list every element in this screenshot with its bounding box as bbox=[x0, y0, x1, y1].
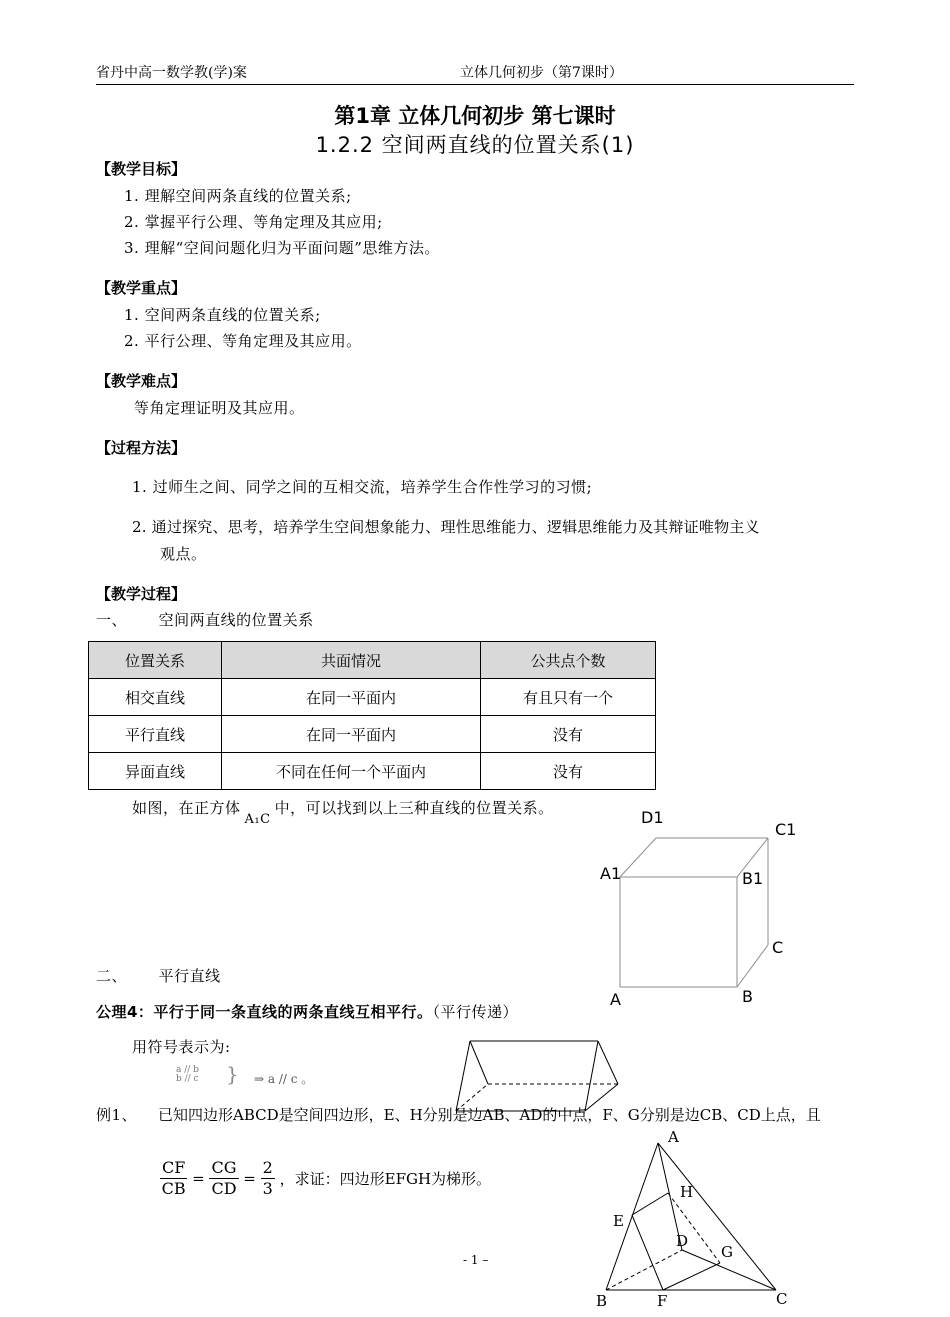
cube-front-face bbox=[620, 877, 737, 987]
cube-note-before: 如图，在正方体 bbox=[132, 799, 241, 817]
methods-heading: 【过程方法】 bbox=[96, 439, 187, 457]
edge-ac bbox=[658, 1143, 776, 1290]
objective-item: 1. 理解空间两条直线的位置关系; bbox=[124, 187, 352, 205]
keypoint-item: 2. 平行公理、等角定理及其应用。 bbox=[124, 332, 362, 350]
label-b1: B1 bbox=[742, 869, 764, 888]
fraction: $\frac{2}{3}$ bbox=[262, 1158, 273, 1198]
label-b: B bbox=[596, 1292, 608, 1310]
cube-symbol: A₁C bbox=[244, 812, 271, 827]
brace-icon: } bbox=[226, 1062, 239, 1086]
table-header-cell: 共面情况 bbox=[222, 642, 481, 679]
label-b: B bbox=[742, 987, 753, 1006]
page-title: 第1章 立体几何初步 第七课时 bbox=[334, 104, 616, 128]
method-item-cont: 观点。 bbox=[160, 545, 207, 563]
objective-item: 2. 掌握平行公理、等角定理及其应用; bbox=[124, 213, 383, 231]
prism-edge bbox=[598, 1041, 618, 1084]
edge-ef bbox=[632, 1215, 663, 1290]
cube-edge bbox=[737, 945, 768, 987]
cube-figure bbox=[590, 800, 820, 1015]
process-heading: 【教学过程】 bbox=[96, 585, 187, 603]
table-header-cell: 公共点个数 bbox=[481, 642, 656, 679]
label-d1: D1 bbox=[641, 808, 664, 827]
part1-heading: 一、 空间两直线的位置关系 bbox=[96, 611, 314, 629]
tetrahedron-figure bbox=[590, 1125, 805, 1315]
label-g: G bbox=[721, 1243, 733, 1261]
part2-heading: 二、 平行直线 bbox=[96, 967, 221, 985]
objectives-heading: 【教学目标】 bbox=[96, 160, 187, 178]
label-e: E bbox=[613, 1212, 624, 1230]
premise-line: b // c bbox=[176, 1074, 199, 1084]
label-d: D bbox=[676, 1232, 689, 1250]
example1-lead: 例1、 bbox=[96, 1106, 138, 1124]
table-cell: 不同在任何一个平面内 bbox=[222, 753, 481, 790]
example1-condition: $\frac{CF}{CB}$ = $\frac{CG}{CD}$ = $\frac{2}{3}$ ，求证：四边形EFGH为梯形。 bbox=[161, 1158, 492, 1198]
prism-edge bbox=[585, 1041, 598, 1111]
page-number: - 1 – bbox=[463, 1253, 489, 1267]
label-h: H bbox=[680, 1183, 694, 1201]
symbol-premises bbox=[176, 1066, 199, 1084]
symbol-label: 用符号表示为: bbox=[132, 1038, 231, 1056]
header-left: 省丹中高一数学教(学)案 bbox=[96, 65, 247, 81]
table-cell: 没有 bbox=[481, 716, 656, 753]
table-header-cell: 位置关系 bbox=[89, 642, 222, 679]
label-a1: A1 bbox=[600, 864, 622, 883]
axiom4-main: 公理4：平行于同一条直线的两条直线互相平行。 bbox=[96, 1003, 433, 1021]
fraction: $\frac{CG}{CD}$ bbox=[211, 1158, 237, 1198]
edge-fg bbox=[663, 1263, 720, 1290]
table-cell: 在同一平面内 bbox=[222, 716, 481, 753]
prism-edge bbox=[470, 1041, 488, 1084]
table-cell: 没有 bbox=[481, 753, 656, 790]
edge-hg bbox=[668, 1193, 720, 1263]
keypoint-item: 1. 空间两条直线的位置关系; bbox=[124, 306, 321, 324]
table-cell: 在同一平面内 bbox=[222, 679, 481, 716]
axiom4-note: （平行传递） bbox=[432, 1003, 518, 1021]
cube-note-after: 中，可以找到以上三种直线的位置关系。 bbox=[274, 799, 554, 817]
label-a: A bbox=[668, 1128, 679, 1146]
symbol-result: ⇒ a // c 。 bbox=[254, 1072, 314, 1086]
axiom4 bbox=[96, 1001, 518, 1022]
difficulties-text: 等角定理证明及其应用。 bbox=[134, 399, 305, 417]
cube-note bbox=[132, 797, 554, 827]
label-f: F bbox=[657, 1292, 668, 1310]
table-cell: 有且只有一个 bbox=[481, 679, 656, 716]
method-item: 1. 过师生之间、同学之间的互相交流，培养学生合作性学习的习惯; bbox=[132, 478, 593, 496]
fraction: $\frac{CF}{CB}$ bbox=[161, 1158, 186, 1198]
edge-bd bbox=[606, 1250, 682, 1290]
table-cell: 异面直线 bbox=[89, 753, 222, 790]
premise-line: a // b bbox=[176, 1065, 199, 1075]
table-cell: 相交直线 bbox=[89, 679, 222, 716]
label-c: C bbox=[772, 938, 784, 957]
difficulties-heading: 【教学难点】 bbox=[96, 372, 187, 390]
cube-edge bbox=[620, 838, 656, 877]
header-center: 立体几何初步（第7课时） bbox=[460, 65, 623, 81]
example1-tail: ，求证：四边形EFGH为梯形。 bbox=[279, 1170, 492, 1188]
label-a: A bbox=[610, 990, 621, 1009]
label-c: C bbox=[776, 1290, 788, 1308]
header-rule bbox=[96, 84, 854, 85]
label-c1: C1 bbox=[775, 820, 797, 839]
edge-eh bbox=[632, 1193, 668, 1215]
method-item: 2. 通过探究、思考，培养学生空间想象能力、理性思维能力、逻辑思维能力及其辩证唯物主义 bbox=[132, 518, 760, 536]
keypoints-heading: 【教学重点】 bbox=[96, 279, 187, 297]
page-subtitle: 1.2.2 空间两直线的位置关系(1) bbox=[315, 133, 635, 157]
example1-text: 已知四边形ABCD是空间四边形，E、H分别是边AB、AD的中点，F、G分别是边CB、CD上点，且 bbox=[158, 1106, 821, 1124]
relation-table bbox=[88, 641, 656, 790]
table-cell: 平行直线 bbox=[89, 716, 222, 753]
objective-item: 3. 理解“空间问题化归为平面问题”思维方法。 bbox=[124, 239, 440, 257]
